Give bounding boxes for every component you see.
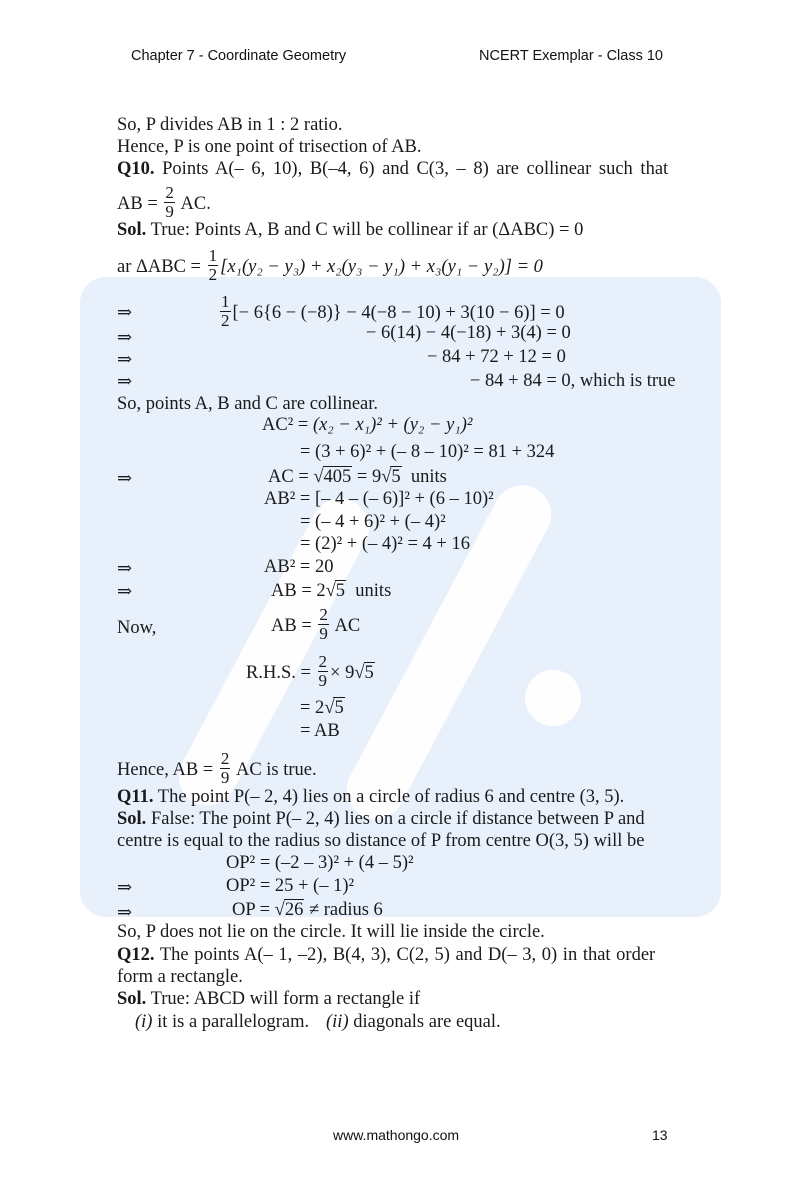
text-line: Hence, P is one point of trisection of AB. bbox=[117, 137, 422, 157]
question-10-ratio bbox=[117, 183, 211, 223]
text-line: centre is equal to the radius so distance of P from centre O(3, 5) will be bbox=[117, 831, 645, 851]
step-2: − 6(14) − 4(−18) + 3(4) = 0 bbox=[366, 323, 571, 343]
text: Hence, AB = bbox=[117, 759, 214, 780]
text: [− 6{6 − (−8)} − 4(−8 − 10) + 3(10 − 6)] = 0 bbox=[232, 302, 565, 323]
text: AB² = bbox=[264, 489, 311, 509]
ac-squared bbox=[262, 414, 472, 436]
text-line: form a rectangle. bbox=[117, 967, 243, 987]
question-12 bbox=[117, 944, 655, 966]
question-label: Q11. bbox=[117, 787, 154, 807]
fraction-half bbox=[208, 247, 219, 284]
implies-arrow: ⇒ bbox=[117, 877, 133, 897]
implies-arrow: ⇒ bbox=[117, 558, 133, 578]
text: R.H.S. = bbox=[246, 662, 311, 683]
implies-arrow: ⇒ bbox=[117, 349, 133, 369]
solution-text: True: Points A, B and C will be collinear if ar (ΔABC) = 0 bbox=[150, 220, 584, 240]
question-10 bbox=[117, 158, 668, 180]
text: OP = bbox=[232, 900, 271, 920]
fraction bbox=[318, 653, 329, 690]
condition-i bbox=[135, 1011, 309, 1033]
implies-arrow: ⇒ bbox=[117, 371, 133, 391]
area-formula bbox=[117, 246, 543, 286]
text: AB = bbox=[271, 581, 312, 601]
text: [– 4 – (– 6)]² + (6 – 10)² bbox=[314, 489, 494, 509]
fraction bbox=[220, 750, 231, 787]
op-squared-2: OP² = 25 + (– 1)² bbox=[226, 876, 355, 896]
list-number: (ii) bbox=[326, 1012, 349, 1032]
text: units bbox=[355, 581, 392, 601]
fraction bbox=[318, 606, 329, 643]
website-link[interactable]: www.mathongo.com bbox=[333, 1127, 460, 1143]
solution-text: False: The point P(– 2, 4) lies on a circle if distance between P and bbox=[150, 809, 645, 829]
text: AB = bbox=[271, 615, 312, 636]
sqrt: 5 bbox=[391, 467, 401, 487]
question-label: Q12. bbox=[117, 945, 155, 965]
solution-12 bbox=[117, 988, 420, 1010]
list-number: (i) bbox=[135, 1012, 153, 1032]
text: AB² = bbox=[264, 557, 311, 577]
text: (x₂ − x₁)² + (y₂ − y₁)² bbox=[312, 415, 473, 435]
denominator: 9 bbox=[318, 671, 328, 690]
solution-11 bbox=[117, 808, 645, 830]
text: AC is true. bbox=[235, 759, 317, 780]
implies-arrow: ⇒ bbox=[117, 302, 133, 322]
fraction bbox=[164, 184, 175, 221]
text: AC bbox=[334, 615, 361, 636]
text: 2 bbox=[316, 581, 326, 601]
implies-arrow: ⇒ bbox=[117, 581, 133, 601]
numerator: 2 bbox=[318, 652, 328, 671]
op-value: OP = √26 ≠ radius 6 bbox=[232, 900, 383, 920]
step-3: − 84 + 72 + 12 = 0 bbox=[427, 347, 566, 367]
ab-value: AB = 2√5 units bbox=[271, 581, 392, 601]
text: AC. bbox=[180, 193, 211, 214]
text-line: So, points A, B and C are collinear. bbox=[117, 394, 379, 414]
solution-label: Sol. bbox=[117, 989, 147, 1009]
solution-10 bbox=[117, 219, 583, 241]
text: × 9 bbox=[330, 662, 355, 683]
denominator: 9 bbox=[165, 202, 174, 221]
sqrt: 5 bbox=[335, 581, 346, 601]
question-11 bbox=[117, 786, 624, 808]
numerator: 2 bbox=[319, 605, 328, 624]
denominator: 2 bbox=[208, 265, 218, 284]
numerator: 1 bbox=[221, 292, 230, 311]
sqrt: 26 bbox=[284, 900, 304, 920]
condition-ii bbox=[326, 1011, 501, 1033]
question-text: The points A(– 1, –2), B(4, 3), C(2, 5) and D(– 3, 0) in that order bbox=[159, 945, 656, 965]
solution-label: Sol. bbox=[117, 809, 147, 829]
denominator: 9 bbox=[220, 768, 230, 787]
text: [x₁(y₂ − y₃) + x₂(y₃ − y₁) + x₃(y₁ − y₂)] = 0 bbox=[220, 256, 543, 277]
ac-squared-2: = (3 + 6)² + (– 8 – 10)² = 81 + 324 bbox=[300, 442, 555, 462]
sqrt: 5 bbox=[364, 662, 374, 683]
numerator: 2 bbox=[220, 749, 230, 768]
text-line: So, P does not lie on the circle. It will lie inside the circle. bbox=[117, 922, 545, 942]
solution-label: Sol. bbox=[117, 220, 147, 240]
ab-squared-2: = (– 4 + 6)² + (– 4)² bbox=[300, 512, 446, 532]
solution-text: True: ABCD will form a rectangle if bbox=[150, 989, 421, 1009]
text: = 9 bbox=[356, 467, 382, 487]
text: 20 bbox=[314, 557, 334, 577]
ab-fraction bbox=[271, 605, 361, 645]
text: it is a parallelogram. bbox=[157, 1012, 310, 1032]
chapter-title: Chapter 7 - Coordinate Geometry bbox=[131, 48, 347, 64]
ab-squared bbox=[264, 488, 494, 510]
text-line: So, P divides AB in 1 : 2 ratio. bbox=[117, 115, 343, 135]
text: AC² = bbox=[262, 415, 309, 435]
text: units bbox=[410, 467, 447, 487]
denominator: 2 bbox=[221, 311, 230, 330]
denominator: 9 bbox=[319, 624, 328, 643]
ab-squared-20 bbox=[264, 556, 333, 578]
page-number: 13 bbox=[652, 1127, 668, 1143]
eq-2-root-5: = 2√5 bbox=[300, 698, 344, 718]
text: diagonals are equal. bbox=[353, 1012, 501, 1032]
rhs-line: R.H.S. = $\frac{2}{9}$ × 9√5 bbox=[246, 652, 374, 690]
text: ar ΔABC = bbox=[117, 256, 201, 277]
fraction-half bbox=[220, 293, 231, 330]
implies-arrow: ⇒ bbox=[117, 468, 133, 488]
ab-squared-3: = (2)² + (– 4)² = 4 + 16 bbox=[300, 534, 470, 554]
text: ≠ radius 6 bbox=[308, 900, 383, 920]
question-label: Q10. bbox=[117, 159, 155, 179]
step-4: − 84 + 84 = 0, which is true bbox=[470, 371, 676, 391]
question-text: The point P(– 2, 4) lies on a circle of radius 6 and centre (3, 5). bbox=[157, 787, 625, 807]
book-title: NCERT Exemplar - Class 10 bbox=[479, 48, 663, 64]
numerator: 1 bbox=[208, 246, 218, 265]
question-text: Points A(– 6, 10), B(–4, 6) and C(3, – 8) are collinear such that bbox=[162, 159, 669, 179]
text-line: Now, bbox=[117, 618, 157, 638]
numerator: 2 bbox=[165, 183, 174, 202]
implies-arrow: ⇒ bbox=[117, 327, 133, 347]
sqrt: 405 bbox=[323, 467, 352, 487]
eq-ab: = AB bbox=[300, 721, 340, 741]
sqrt: 5 bbox=[334, 698, 344, 718]
text: AC = bbox=[268, 467, 309, 487]
hence-line bbox=[117, 749, 317, 789]
implies-arrow: ⇒ bbox=[117, 902, 133, 922]
text: = 2 bbox=[300, 698, 325, 718]
op-squared: OP² = (–2 – 3)² + (4 – 5)² bbox=[226, 853, 414, 873]
ac-value: AC = √405 = 9√5 units bbox=[268, 467, 447, 487]
watermark-dot-icon bbox=[525, 670, 581, 726]
text: AB = bbox=[117, 193, 158, 214]
